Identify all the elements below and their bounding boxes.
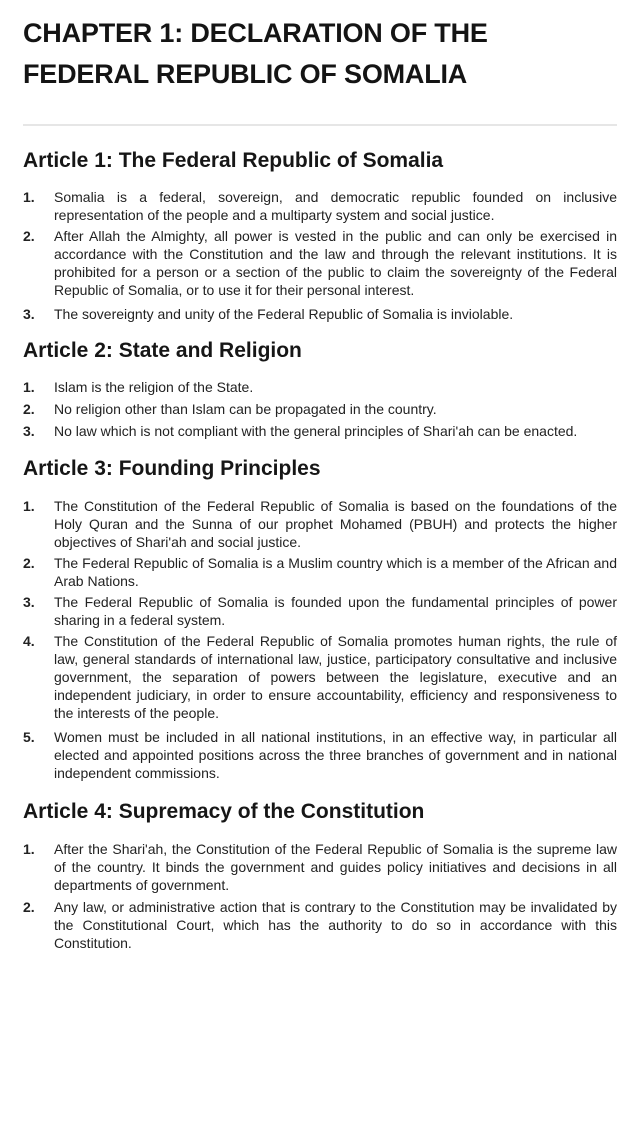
item-number: 4.: [23, 633, 35, 649]
item-text: Somalia is a federal, sovereign, and democratic republic founded on inclusive representation of the people and a multiparty system and social justice.: [54, 189, 617, 223]
article-1: [23, 148, 617, 323]
item-number: 1.: [23, 189, 35, 205]
article-4-title: Article 4: Supremacy of the Constitution: [23, 800, 425, 823]
document-page: [23, 0, 617, 952]
list-item: [23, 593, 617, 629]
list-item: [23, 188, 617, 224]
article-3-title: Article 3: Founding Principles: [23, 457, 321, 480]
item-number: 1.: [23, 841, 35, 857]
article-2-list: [23, 378, 617, 440]
item-text: The Constitution of the Federal Republic of Somalia is based on the foundations of the Holy Quran and the Sunna of our prophet Mohamed (PBUH) and protects the higher objectives of Shari'ah and social justice.: [54, 498, 617, 550]
item-text: After Allah the Almighty, all power is vested in the public and can only be exercised in accordance with the Constitution and the law and through the relevant institutions. It is prohibited for a person or a section of the public to claim the sovereignty of the Federal Republic of Somalia, or to use it for their personal interest.: [54, 228, 617, 298]
item-text: The sovereignty and unity of the Federal Republic of Somalia is inviolable.: [54, 306, 514, 322]
item-text: No religion other than Islam can be propagated in the country.: [54, 401, 437, 417]
item-number: 1.: [23, 498, 35, 514]
item-text: Any law, or administrative action that is contrary to the Constitution may be invalidated by the Constitutional Court, which has the authority to do so in accordance with this Constitution.: [54, 899, 617, 951]
list-item: [23, 400, 617, 418]
article-1-list: [23, 188, 617, 323]
list-item: [23, 728, 617, 782]
list-item: [23, 227, 617, 299]
item-number: 3.: [23, 306, 35, 322]
item-number: 1.: [23, 379, 35, 395]
item-text: The Federal Republic of Somalia is a Muslim country which is a member of the African and Arab Nations.: [54, 555, 617, 589]
item-number: 5.: [23, 729, 35, 745]
item-text: The Federal Republic of Somalia is founded upon the fundamental principles of power sharing in a federal system.: [54, 594, 617, 628]
list-item: [23, 898, 617, 952]
item-number: 3.: [23, 423, 35, 439]
item-number: 2.: [23, 228, 35, 244]
list-item: [23, 422, 617, 440]
item-text: Women must be included in all national institutions, in an effective way, in particular all elected and appointed positions across the three branches of government and in national independent commissions.: [54, 729, 617, 781]
list-item: [23, 378, 617, 396]
item-text: The Constitution of the Federal Republic of Somalia promotes human rights, the rule of law, general standards of international law, justice, participatory consultative and inclusive government, the separation of powers between the legislature, executive and an independent judiciary, in order to ensure accountability, efficiency and responsiveness to the interests of the people.: [54, 633, 617, 721]
item-text: Islam is the religion of the State.: [54, 379, 254, 395]
article-2: [23, 338, 617, 440]
article-4: [23, 799, 617, 952]
chapter-title: CHAPTER 1: DECLARATION OF THE FEDERAL REPUBLIC OF SOMALIA: [23, 18, 488, 89]
list-item: [23, 554, 617, 590]
item-number: 3.: [23, 594, 35, 610]
section-divider: [23, 124, 617, 126]
item-number: 2.: [23, 555, 35, 571]
article-2-title: Article 2: State and Religion: [23, 339, 302, 362]
item-number: 2.: [23, 899, 35, 915]
item-text: After the Shari'ah, the Constitution of the Federal Republic of Somalia is the supreme law of the country. It binds the government and guides policy initiatives and decisions in all departments of government.: [54, 841, 617, 893]
article-3: [23, 456, 617, 782]
list-item: [23, 632, 617, 722]
item-text: No law which is not compliant with the general principles of Shari'ah can be enacted.: [54, 423, 578, 439]
article-4-list: [23, 840, 617, 952]
item-number: 2.: [23, 401, 35, 417]
article-3-list: [23, 497, 617, 782]
list-item: [23, 497, 617, 551]
list-item: [23, 305, 617, 323]
list-item: [23, 840, 617, 894]
article-1-title: Article 1: The Federal Republic of Somalia: [23, 149, 444, 172]
